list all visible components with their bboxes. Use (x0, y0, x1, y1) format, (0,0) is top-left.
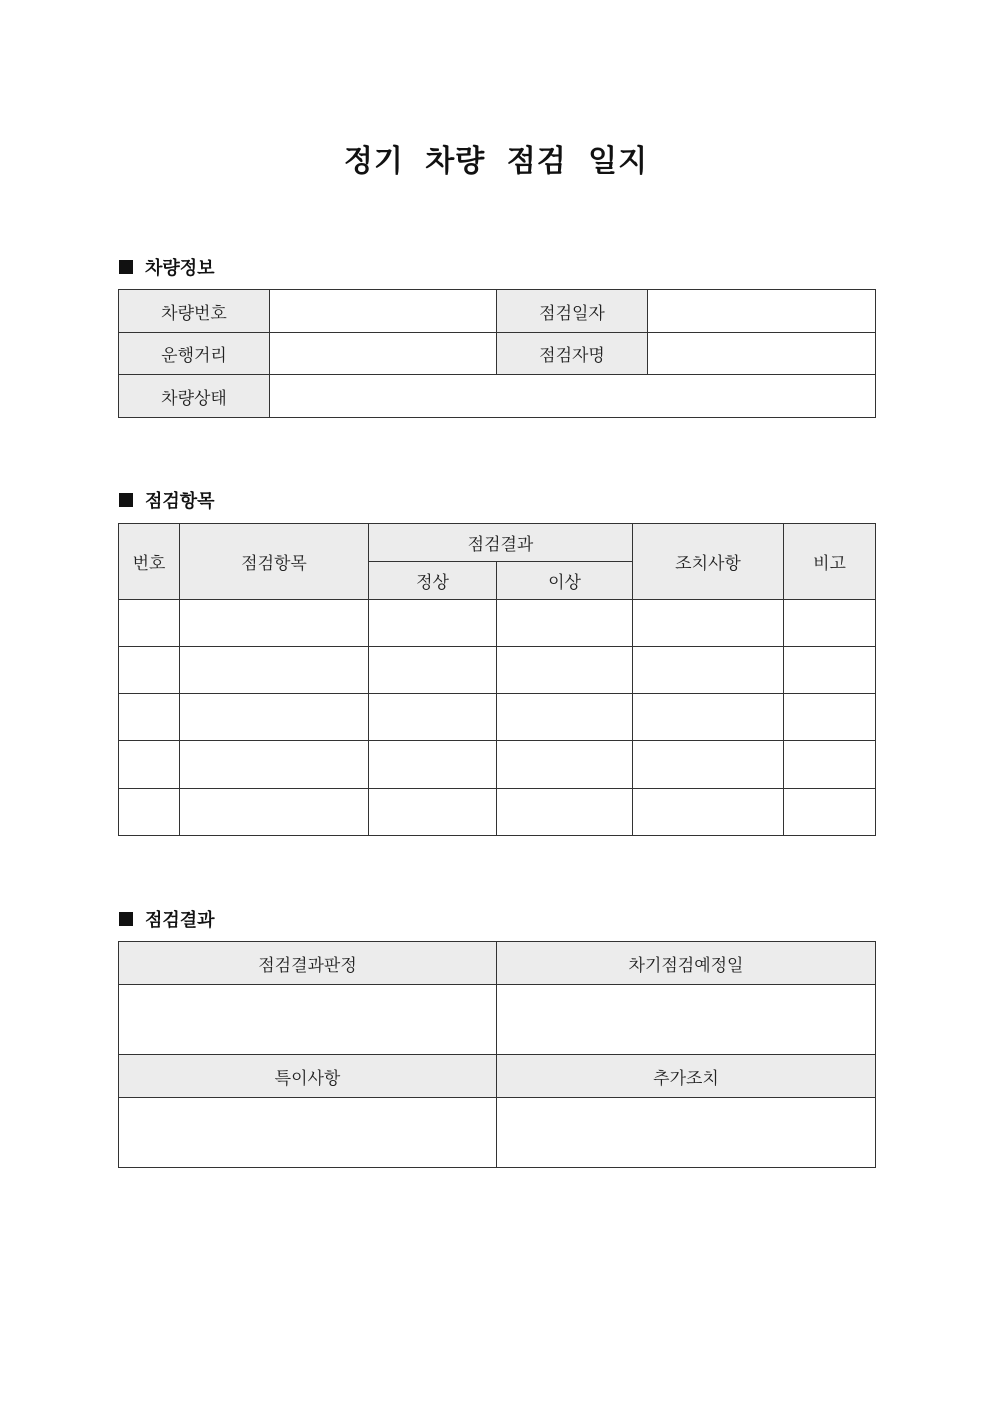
header-normal: 정상 (369, 562, 497, 600)
field-remarks[interactable] (119, 1098, 497, 1168)
field-inspector-name[interactable] (648, 333, 876, 375)
cell-normal[interactable] (369, 694, 497, 741)
cell-note[interactable] (784, 694, 876, 741)
cell-item[interactable] (180, 789, 369, 836)
label-additional-action: 추가조치 (497, 1055, 876, 1098)
cell-note[interactable] (784, 647, 876, 694)
label-judgement: 점검결과판정 (119, 942, 497, 985)
table-row (119, 694, 876, 741)
cell-no[interactable] (119, 694, 180, 741)
cell-item[interactable] (180, 741, 369, 789)
header-note: 비고 (784, 524, 876, 600)
label-vehicle-number: 차량번호 (119, 290, 270, 333)
cell-no[interactable] (119, 741, 180, 789)
cell-item[interactable] (180, 694, 369, 741)
section-heading-inspection-result (119, 906, 215, 932)
cell-abnormal[interactable] (497, 789, 633, 836)
vehicle-info-table (118, 289, 876, 418)
label-remarks: 특이사항 (119, 1055, 497, 1098)
square-bullet-icon (119, 912, 133, 926)
cell-normal[interactable] (369, 647, 497, 694)
cell-no[interactable] (119, 600, 180, 647)
field-additional-action[interactable] (497, 1098, 876, 1168)
cell-abnormal[interactable] (497, 741, 633, 789)
header-action: 조치사항 (633, 524, 784, 600)
section-heading-label: 점검항목 (145, 491, 215, 512)
header-item: 점검항목 (180, 524, 369, 600)
cell-item[interactable] (180, 647, 369, 694)
cell-note[interactable] (784, 600, 876, 647)
section-heading-inspection-items (119, 487, 215, 513)
table-row (119, 600, 876, 647)
header-no: 번호 (119, 524, 180, 600)
cell-item[interactable] (180, 600, 369, 647)
field-judgement[interactable] (119, 985, 497, 1055)
table-row (119, 375, 876, 418)
cell-note[interactable] (784, 741, 876, 789)
label-vehicle-status: 차량상태 (119, 375, 270, 418)
table-row (119, 985, 876, 1055)
section-heading-vehicle-info (119, 254, 215, 280)
cell-action[interactable] (633, 600, 784, 647)
cell-action[interactable] (633, 647, 784, 694)
field-next-date[interactable] (497, 985, 876, 1055)
field-vehicle-status[interactable] (270, 375, 876, 418)
inspection-result-table (118, 941, 876, 1168)
cell-normal[interactable] (369, 600, 497, 647)
square-bullet-icon (119, 260, 133, 274)
cell-no[interactable] (119, 789, 180, 836)
section-heading-label: 점검결과 (145, 910, 215, 931)
square-bullet-icon (119, 493, 133, 507)
label-mileage: 운행거리 (119, 333, 270, 375)
header-abnormal: 이상 (497, 562, 633, 600)
cell-normal[interactable] (369, 741, 497, 789)
field-inspection-date[interactable] (648, 290, 876, 333)
page-title: 정기 차량 점검 일지 (343, 144, 649, 179)
label-inspection-date: 점검일자 (497, 290, 648, 333)
table-row (119, 741, 876, 789)
table-row (119, 789, 876, 836)
table-header-row (119, 942, 876, 985)
label-next-date: 차기점검예정일 (497, 942, 876, 985)
field-mileage[interactable] (270, 333, 497, 375)
table-header-row (119, 1055, 876, 1098)
cell-abnormal[interactable] (497, 600, 633, 647)
cell-note[interactable] (784, 789, 876, 836)
cell-abnormal[interactable] (497, 694, 633, 741)
table-row (119, 647, 876, 694)
label-inspector-name: 점검자명 (497, 333, 648, 375)
cell-abnormal[interactable] (497, 647, 633, 694)
section-heading-label: 차량정보 (145, 258, 215, 279)
table-row (119, 290, 876, 333)
table-row (119, 333, 876, 375)
header-result: 점검결과 (369, 524, 633, 562)
cell-action[interactable] (633, 741, 784, 789)
cell-action[interactable] (633, 789, 784, 836)
table-row (119, 1098, 876, 1168)
cell-action[interactable] (633, 694, 784, 741)
field-vehicle-number[interactable] (270, 290, 497, 333)
cell-no[interactable] (119, 647, 180, 694)
inspection-items-table (118, 523, 876, 836)
table-header-row (119, 524, 876, 562)
cell-normal[interactable] (369, 789, 497, 836)
